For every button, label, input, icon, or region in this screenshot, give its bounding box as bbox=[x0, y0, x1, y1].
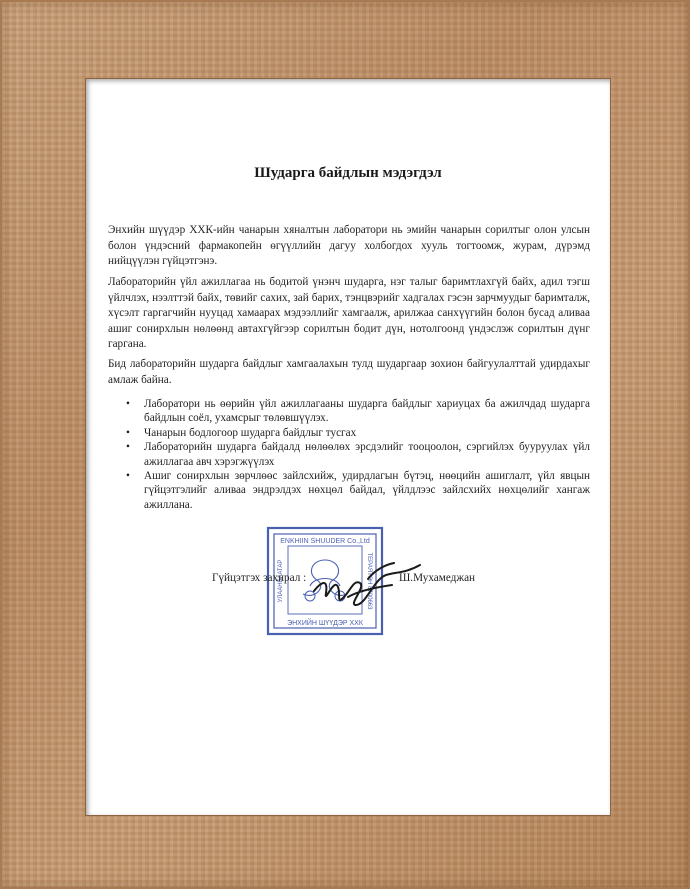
list-item: • Лабораторийн шударга байдалд нөлөөлөх эрсдэлийг тооцоолон, сэргийлэх бууруулах үйл ажиллагаа авч хэрэгжүүлэх bbox=[108, 440, 590, 469]
stamp-top-text: ENKHIIN SHUUDER Co.,Ltd bbox=[280, 538, 370, 545]
paragraph-intro: Энхийн шүүдэр ХХК-ийн чанарын хяналтын лаборатори нь эмийн чанарын сорилтыг олон улсын болон үндэсний фармакопейн өгүүллийн дагуу холбогдох хууль тогтоомж, журам, дүрэмд нийцүүлэн гүйцэтгэнэ. bbox=[108, 224, 590, 268]
paragraph-commitment: Бид лабораторийн шударга байдлыг хамгаалахын тулд шударгаар зохион байгуулалттай удирдахыг амлаж байна. bbox=[108, 358, 590, 386]
stamp-bottom-text: ЭНХИЙН ШҮҮДЭР ХХК bbox=[287, 620, 363, 627]
document-title: Шударга байдлын мэдэгдэл bbox=[254, 165, 442, 181]
stamp-right-text: ТЕРАЯТЭН 8700663 bbox=[366, 552, 372, 610]
handwritten-signature bbox=[308, 557, 438, 617]
signatory-name: Ш.Мухамеджан bbox=[399, 572, 476, 584]
list-item: • Лаборатори нь өөрийн үйл ажиллагааны шударга байдлыг хариуцах ба ажилчдад шударга байдлын соёл, ухамсрыг төлөвшүүлэх. bbox=[108, 397, 590, 426]
signatory-title: Гүйцэтгэх захирал : bbox=[212, 572, 307, 584]
commitment-list bbox=[108, 397, 590, 512]
stamp-left-text: УЛААНБААТАР bbox=[278, 559, 284, 603]
list-item: • Чанарын бодлогоор шударга байдлыг тусгах bbox=[108, 426, 590, 440]
paragraph-principles: Лабораторийн үйл ажиллагаа нь бодитой үнэнч шударга, нэг талыг баримтлахгүй байх, адил тэгш үйлчлэх, нээлттэй байх, төвийг сахих, зай барих, тэнцвэрийг хадгалах гэсэн зарчмуудыг баримталж, хүсэлт гаргагчийн нууцад хамаарах мэдээллийг хамгаалж, арилжаа санхүүгийн болон бусад аливаа ашиг сонирхлын нөлөөнд автахгүйгээр сорилтын бодит дүн, нотолгоонд үндэслэж сорилтын дүнг гаргана. bbox=[108, 276, 590, 351]
list-item: • Ашиг сонирхлын зөрчлөөс зайлсхийж, удирдлагын бүтэц, нөөцийн ашиглалт, үйл явцын гүйцэтгэлийг аливаа эндрэлдэх нөхцөл байдал, үйлдлээс зайлсхийх нөхцөлийг хангаж ажиллана. bbox=[108, 469, 590, 512]
framed-document bbox=[86, 79, 610, 815]
